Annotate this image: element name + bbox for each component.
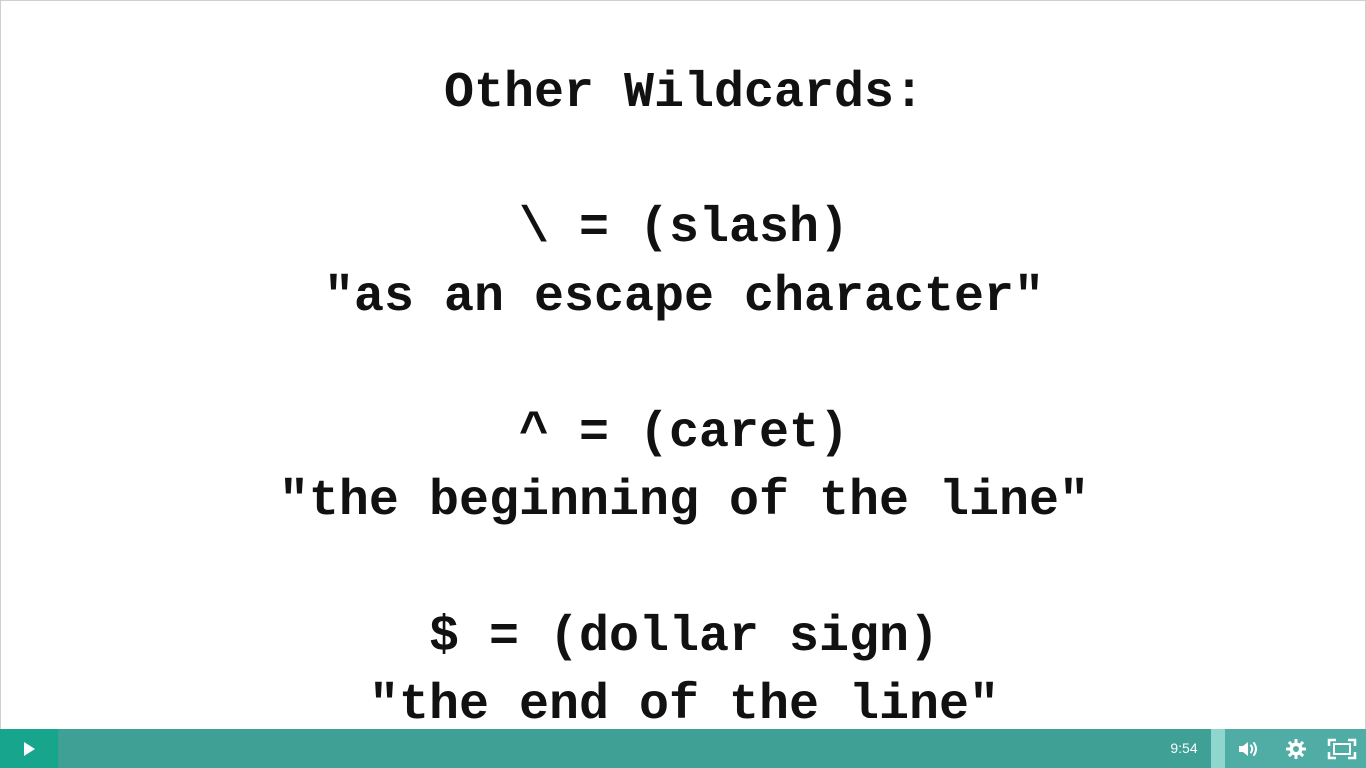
volume-button[interactable] — [1227, 729, 1271, 768]
gear-icon — [1285, 738, 1307, 760]
progress-fill — [58, 729, 1211, 768]
progress-thumb[interactable] — [1211, 729, 1225, 768]
slide-line-slash-desc: "as an escape character" — [323, 269, 1045, 326]
slide-line-dollar-desc: "the end of the line" — [368, 677, 1000, 729]
play-button[interactable] — [0, 729, 58, 768]
time-display: 9:54 — [1170, 740, 1198, 756]
slide-line-slash: \ = (slash) — [518, 200, 850, 257]
volume-icon — [1237, 739, 1261, 759]
fullscreen-button[interactable] — [1320, 729, 1364, 768]
progress-bar[interactable] — [58, 729, 1211, 768]
player-control-bar — [0, 729, 1366, 768]
fullscreen-icon — [1327, 738, 1357, 760]
play-icon — [20, 740, 38, 758]
slide-line-caret-desc: "the beginning of the line" — [278, 473, 1090, 530]
settings-button[interactable] — [1274, 729, 1318, 768]
slide-line-caret: ^ = (caret) — [518, 405, 850, 462]
slide-line-dollar: $ = (dollar sign) — [428, 609, 940, 666]
slide-title: Other Wildcards: — [443, 65, 925, 122]
